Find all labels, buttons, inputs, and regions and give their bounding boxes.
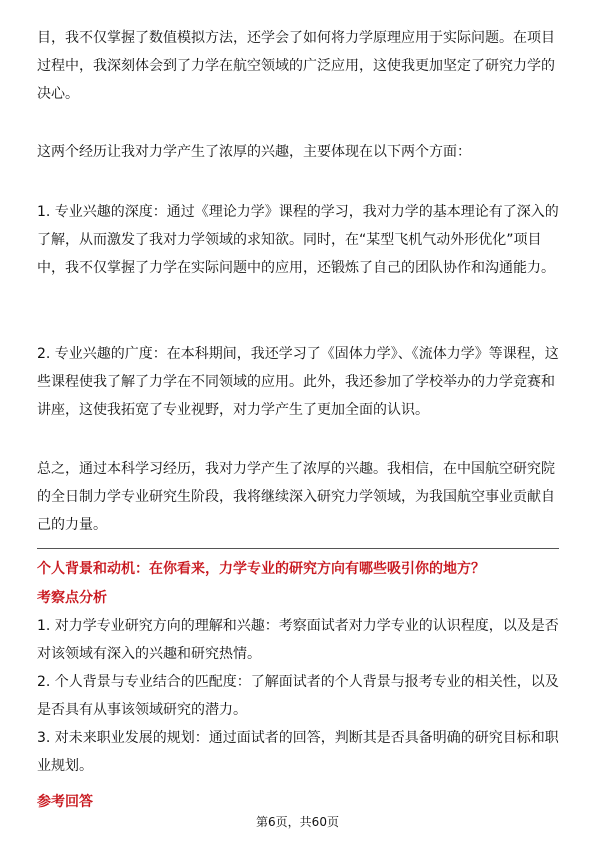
analysis-item-2: 2. 个人背景与专业结合的匹配度：了解面试者的个人背景与报考专业的相关性，以及是否具有从事该领域研究的潜力。 — [37, 674, 559, 718]
analysis-heading: 考察点分析 — [37, 590, 107, 606]
reference-answer-heading: 参考回答 — [37, 794, 93, 810]
analysis-list — [37, 612, 559, 780]
body-paragraph-2: 这两个经历让我对力学产生了浓厚的兴趣，主要体现在以下两个方面： — [37, 144, 471, 160]
body-paragraph-3: 1. 专业兴趣的深度：通过《理论力学》课程的学习，我对力学的基本理论有了深入的了解，从而激发了我对力学领域的求知欲。同时，在“某型飞机气动外形优化”项目中，我不仅掌握了力学在实际问题中的应用，还锻炼了自己的团队协作和沟通能力。 — [37, 204, 559, 276]
interview-question: 个人背景和动机：在你看来，力学专业的研究方向有哪些吸引你的地方？ — [37, 561, 485, 577]
body-paragraph-4: 2. 专业兴趣的广度：在本科期间，我还学习了《固体力学》、《流体力学》等课程，这些课程使我了解了力学在不同领域的应用。此外，我还参加了学校举办的力学竞赛和讲座，这使我拓宽了专业视野，对力学产生了更加全面的认识。 — [37, 346, 559, 418]
analysis-item-1: 1. 对力学专业研究方向的理解和兴趣：考察面试者对力学专业的认识程度，以及是否对该领域有深入的兴趣和研究热情。 — [37, 618, 559, 662]
page-number-footer: 第6页，共60页 — [256, 815, 339, 829]
body-paragraph-5: 总之，通过本科学习经历，我对力学产生了浓厚的兴趣。我相信，在中国航空研究院的全日制力学专业研究生阶段，我将继续深入研究力学领域，为我国航空事业贡献自己的力量。 — [37, 461, 555, 533]
section-divider — [37, 548, 559, 549]
body-paragraph-1: 目，我不仅掌握了数值模拟方法，还学会了如何将力学原理应用于实际问题。在项目过程中，我深刻体会到了力学在航空领域的广泛应用，这使我更加坚定了研究力学的决心。 — [37, 30, 555, 102]
analysis-item-3: 3. 对未来职业发展的规划：通过面试者的回答，判断其是否具备明确的研究目标和职业规划。 — [37, 730, 559, 774]
